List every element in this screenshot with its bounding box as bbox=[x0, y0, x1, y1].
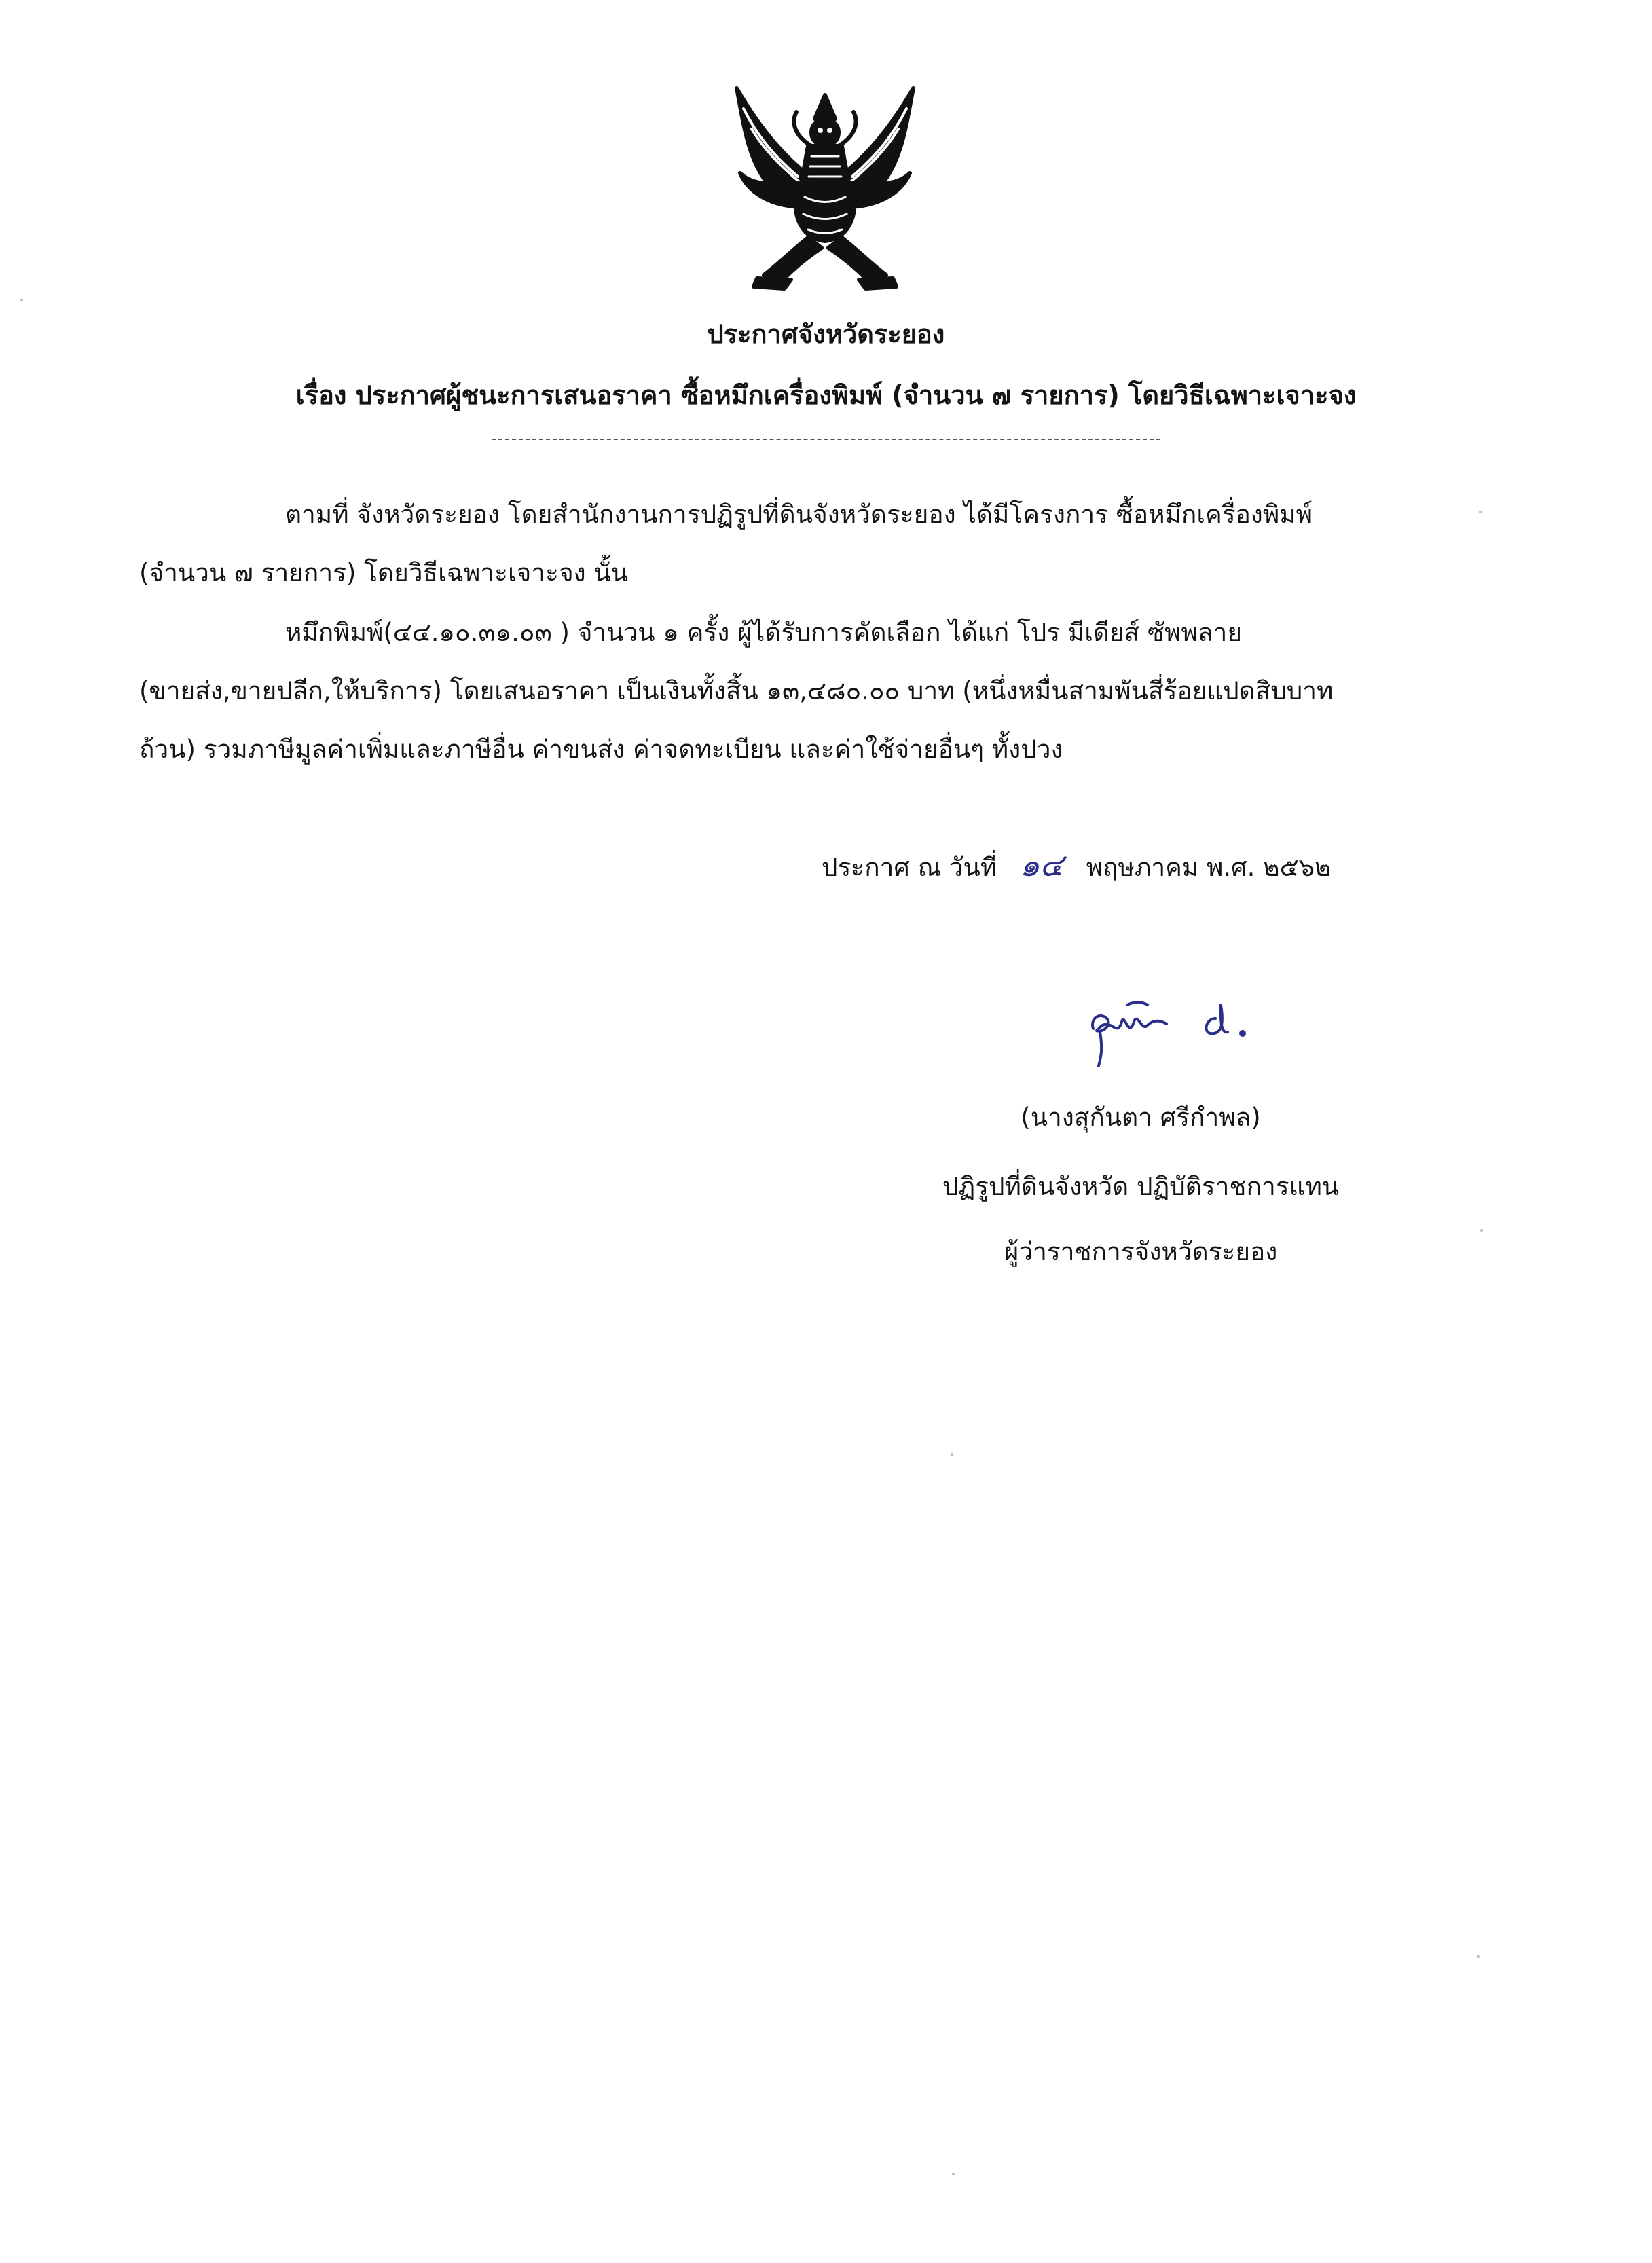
paragraph1-line1: ตามที่ จังหวัดระยอง โดยสำนักงานการปฏิรูปที่ดินจังหวัดระยอง ได้มีโครงการ ซื้อหมึกเครื่องพิมพ์ bbox=[285, 500, 1313, 529]
scan-speck bbox=[1480, 1229, 1483, 1232]
announcement-subject: เรื่อง ประกาศผู้ชนะการเสนอราคา ซื้อหมึกเครื่องพิมพ์ (จำนวน ๗ รายการ) โดยวิธีเฉพาะเจาะจง bbox=[295, 380, 1357, 410]
announcement-date bbox=[822, 847, 1331, 885]
divider-dashed-line bbox=[492, 439, 1160, 441]
date-prefix: ประกาศ ณ วันที่ bbox=[822, 853, 997, 882]
paragraph2-line1: หมึกพิมพ์(๔๔.๑๐.๓๑.๐๓ ) จำนวน ๑ ครั้ง ผู้ได้รับการคัดเลือก ได้แก่ โปร มีเดียส์ ซัพพลาย bbox=[285, 618, 1242, 647]
scan-speck bbox=[1479, 511, 1482, 513]
date-day-handwritten: ๑๔ bbox=[1019, 847, 1063, 883]
garuda-emblem-icon bbox=[716, 81, 934, 299]
signatory-position-line2: ผู้ว่าราชการจังหวัดระยอง bbox=[1004, 1237, 1278, 1266]
signatory-position-line1: ปฏิรูปที่ดินจังหวัด ปฏิบัติราชการแทน bbox=[942, 1172, 1340, 1201]
date-month-year: พฤษภาคม พ.ศ. ๒๕๖๒ bbox=[1086, 853, 1332, 882]
signatory-name: (นางสุกันตา ศรีกำพล) bbox=[1021, 1103, 1261, 1132]
scan-speck bbox=[1477, 1955, 1480, 1958]
paragraph1-line2: (จำนวน ๗ รายการ) โดยวิธีเฉพาะเจาะจง นั้น bbox=[139, 558, 629, 587]
scan-speck bbox=[20, 299, 23, 301]
scan-speck bbox=[952, 2173, 955, 2175]
paragraph2-line2: (ขายส่ง,ขายปลีก,ให้บริการ) โดยเสนอราคา เป็นเงินทั้งสิ้น ๑๓,๔๘๐.๐๐ บาท (หนึ่งหมื่นสามพันสี่ร้อยแปดสิบบาท bbox=[139, 676, 1334, 705]
signature-handwritten bbox=[1080, 991, 1283, 1073]
paragraph2-line3: ถ้วน) รวมภาษีมูลค่าเพิ่มและภาษีอื่น ค่าขนส่ง ค่าจดทะเบียน และค่าใช้จ่ายอื่นๆ ทั้งปวง bbox=[139, 735, 1063, 764]
scan-speck bbox=[951, 1453, 953, 1456]
announcement-title: ประกาศจังหวัดระยอง bbox=[707, 319, 945, 349]
